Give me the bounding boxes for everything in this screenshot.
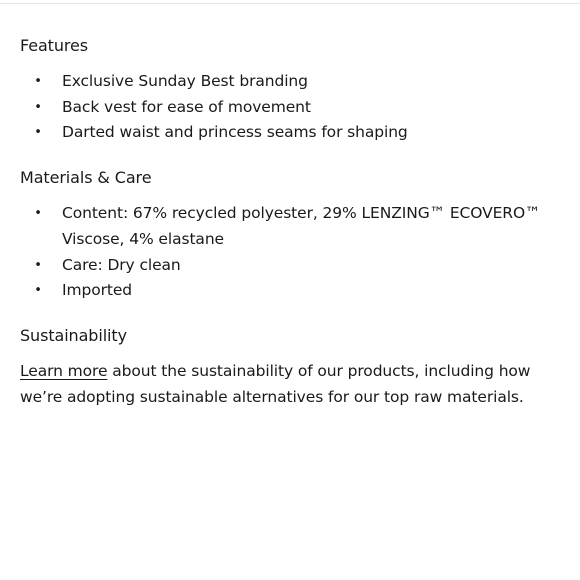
sustainability-text [20,359,568,410]
bullet-icon: • [34,206,42,222]
materials-heading: Materials & Care [20,168,152,188]
list-item [20,69,568,95]
list-item [20,120,568,146]
spacer [20,146,568,166]
list-item-text: Care: Dry clean [62,255,181,274]
list-item-text: Content: 67% recycled polyester, 29% LENZING™ ECOVERO™ Viscose, 4% elastane [62,204,541,248]
bullet-icon: • [34,125,42,141]
bullet-icon: • [34,74,42,89]
features-section [20,34,568,146]
list-item-text: Exclusive Sunday Best branding [62,72,308,90]
spacer [20,304,568,324]
list-item-text: Darted waist and princess seams for shaping [62,123,408,142]
list-item-text: Back vest for ease of movement [62,97,311,116]
bullet-icon: • [34,99,42,115]
top-divider [0,3,580,4]
features-list [20,69,568,146]
sustainability-body: about the sustainability of our products, including how we’re adopting sustainable alternatives for our top raw materials. [20,361,531,406]
list-item [20,95,568,121]
list-item [20,253,568,279]
list-item [20,278,568,304]
materials-section [20,166,568,304]
bullet-icon: • [34,257,42,273]
learn-more-link[interactable]: Learn more [20,361,108,380]
sustainability-heading: Sustainability [20,325,127,345]
list-item [20,201,568,252]
bullet-icon: • [34,283,42,299]
materials-list [20,201,568,304]
product-details [20,34,568,410]
list-item-text: Imported [62,281,133,300]
features-heading: Features [20,36,88,55]
sustainability-section [20,324,568,410]
